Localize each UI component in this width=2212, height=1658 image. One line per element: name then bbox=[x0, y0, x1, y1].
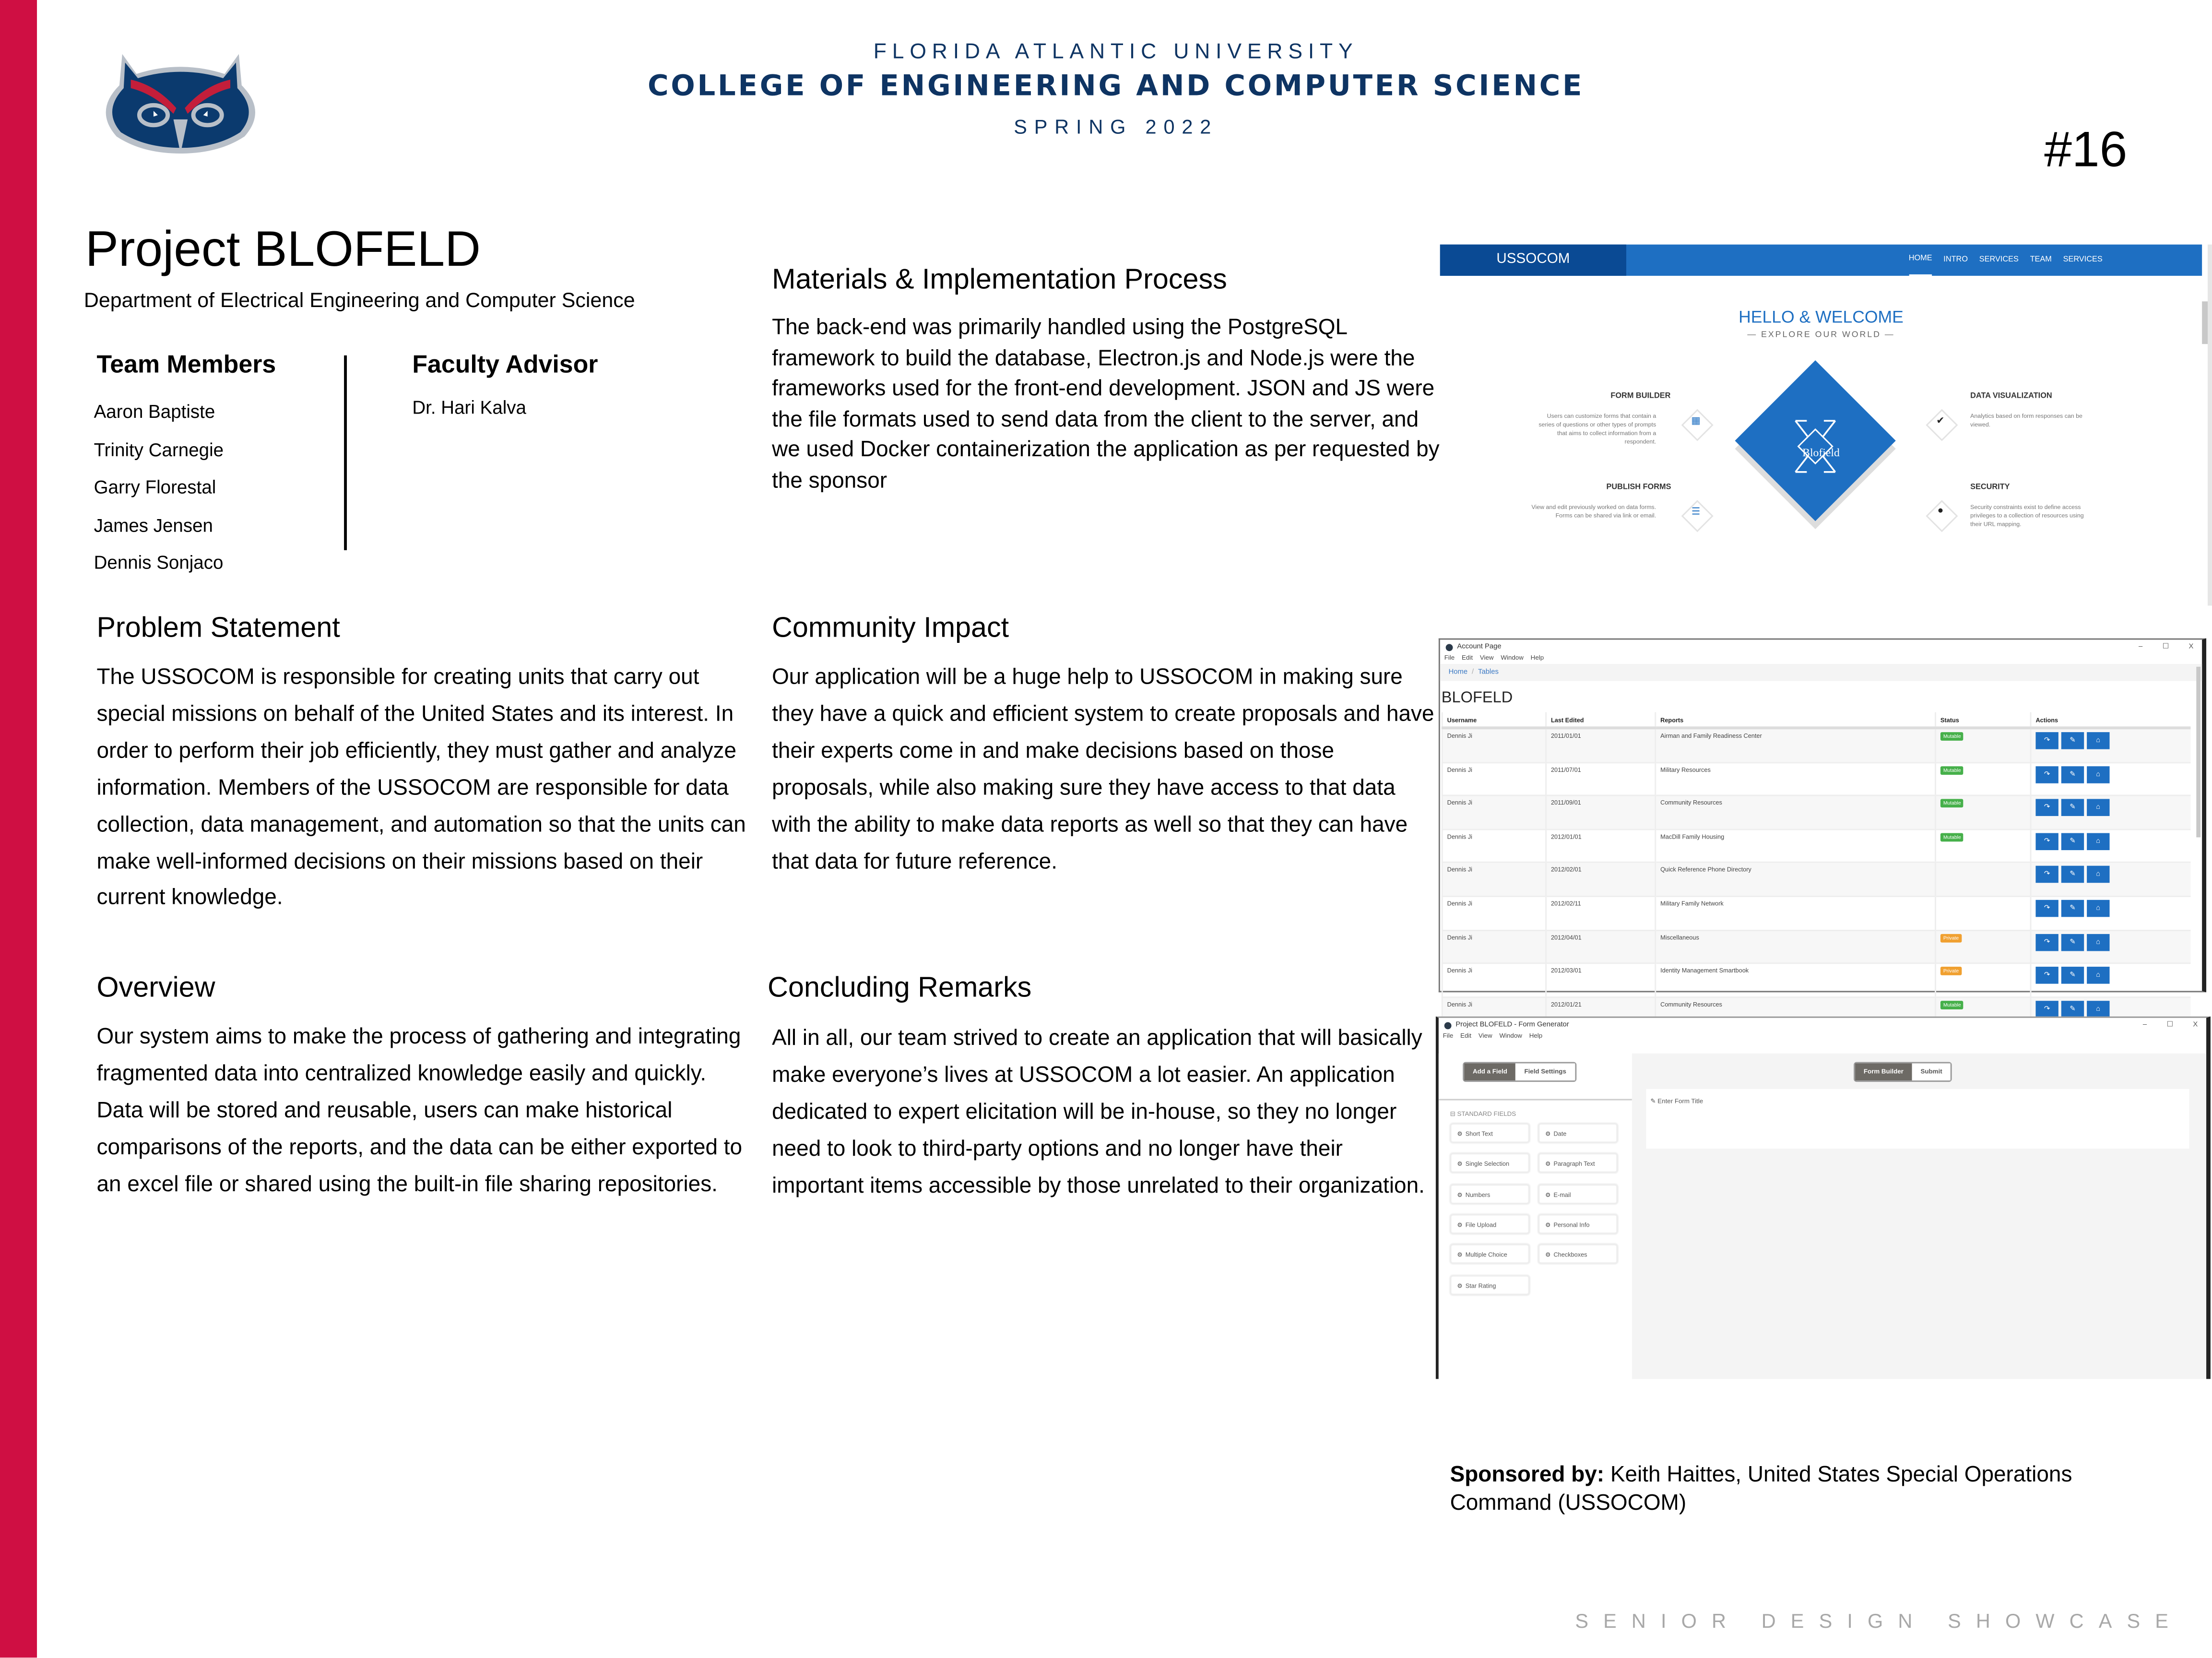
feature-desc: Security constraints exist to define access privileges to a collection of resources using their URL mapping. bbox=[1970, 503, 2084, 528]
accent-sidebar-bar bbox=[0, 0, 37, 1658]
trash-button[interactable] bbox=[2087, 799, 2109, 817]
gears-icon: ⚙ bbox=[1545, 1191, 1551, 1198]
edit-button[interactable] bbox=[2061, 732, 2084, 749]
table-row[interactable] bbox=[1442, 896, 2190, 930]
table-row[interactable] bbox=[1442, 829, 2190, 863]
field-option[interactable] bbox=[1538, 1214, 1618, 1233]
website-nav-links bbox=[1909, 245, 2103, 276]
breadcrumb bbox=[1440, 664, 2202, 681]
team-member: Trinity Carnegie bbox=[94, 438, 224, 460]
website-scrollbar[interactable] bbox=[2202, 301, 2208, 344]
cell-username: Dennis Ji bbox=[1442, 963, 1546, 997]
field-option-label: Star Rating bbox=[1465, 1281, 1496, 1289]
cell-status bbox=[1936, 930, 2031, 963]
app-icon bbox=[1444, 1021, 1452, 1029]
trash-button[interactable] bbox=[2087, 732, 2109, 749]
field-option[interactable] bbox=[1450, 1184, 1530, 1203]
field-option-label: Numbers bbox=[1465, 1191, 1490, 1198]
share-button[interactable] bbox=[2035, 833, 2058, 850]
cell-actions bbox=[2031, 930, 2190, 963]
table-row[interactable] bbox=[1442, 863, 2190, 896]
cell-username: Dennis Ji bbox=[1442, 997, 1546, 1030]
menu-help[interactable]: Help bbox=[1529, 1032, 1543, 1040]
field-option[interactable] bbox=[1450, 1275, 1530, 1294]
edit-button[interactable] bbox=[2061, 900, 2084, 917]
team-members-heading: Team Members bbox=[96, 349, 276, 379]
tab-add-a-field[interactable]: Add a Field bbox=[1464, 1064, 1515, 1081]
term-label: SPRING 2022 bbox=[1014, 115, 1218, 138]
sponsor bbox=[1450, 1461, 2161, 1518]
col-actions: Actions bbox=[2031, 712, 2190, 728]
overview-body: Our system aims to make the process of gathering and integrating fragmented data into centralized knowledge easily and quickly. Data will be stored and reusable, users can make historical comparisons of the reports, and the data can be either exported to an excel file or shared using the built-in file sharing repositories. bbox=[96, 1025, 743, 1196]
problem-body: The USSOCOM is responsible for creating units that carry out special missions on behalf of the United States and its interest. In order to perform their job efficiently, they must gather and analyze information. Members of the USSOCOM are responsible for data collection, data management, and automation so that the units can make well-informed decisions on their missions based on their current knowledge. bbox=[96, 665, 746, 911]
share-button[interactable] bbox=[2035, 1000, 2058, 1018]
feature-title: DATA VISUALIZATION bbox=[1970, 392, 2052, 401]
edit-button[interactable] bbox=[2061, 766, 2084, 783]
edit-icon: ✎ bbox=[2070, 803, 2076, 812]
trash-button[interactable] bbox=[2087, 934, 2109, 951]
cell-username: Dennis Ji bbox=[1442, 863, 1546, 896]
cell-report: MacDill Family Housing bbox=[1656, 829, 1936, 863]
concluding-body: All in all, our team strived to create an application that will basically make everyone’s lives at USSOCOM a lot easier. An application dedicated to expert elicitation will be in-house, so they no longer need to look to third-party options and no longer have their important items accessible by those unrelated to their organization. bbox=[772, 1026, 1425, 1198]
university-name: FLORIDA ATLANTIC UNIVERSITY bbox=[873, 39, 1359, 64]
share-icon: ↷ bbox=[2044, 870, 2050, 879]
cell-last-edited: 2011/01/01 bbox=[1546, 728, 1656, 762]
share-button[interactable] bbox=[2035, 799, 2058, 817]
reports-table bbox=[1442, 712, 2191, 1031]
table-heading: BLOFELD bbox=[1441, 689, 1513, 707]
field-option[interactable] bbox=[1450, 1214, 1530, 1233]
trash-button[interactable] bbox=[2087, 967, 2109, 984]
cell-username: Dennis Ji bbox=[1442, 728, 1546, 762]
cell-username: Dennis Ji bbox=[1442, 829, 1546, 863]
cell-username: Dennis Ji bbox=[1442, 762, 1546, 796]
gears-icon: ⚙ bbox=[1545, 1160, 1551, 1168]
gears-icon: ⚙ bbox=[1545, 1130, 1551, 1137]
field-option-label: File Upload bbox=[1465, 1221, 1497, 1228]
field-option-label: Single Selection bbox=[1465, 1160, 1510, 1168]
materials-body: The back-end was primarily handled using the PostgreSQL framework to build the database, Electron.js and Node.js were the frameworks used for the front-end development. JSON and JS were the file formats used to send data from the client to the server, and we used Docker containerization the application as per requested by the sponsor bbox=[772, 315, 1440, 494]
gears-icon: ⚙ bbox=[1457, 1281, 1463, 1289]
concluding-heading: Concluding Remarks bbox=[768, 972, 1032, 1004]
tab-form-builder[interactable]: Form Builder bbox=[1855, 1064, 1912, 1081]
scrollbar[interactable] bbox=[2196, 667, 2200, 838]
trash-button[interactable] bbox=[2087, 1000, 2109, 1018]
cell-actions bbox=[2031, 963, 2190, 997]
table-row[interactable] bbox=[1442, 930, 2190, 963]
community-heading: Community Impact bbox=[772, 613, 1009, 644]
app-icon bbox=[1446, 643, 1453, 651]
form-title-input[interactable]: ✎ Enter Form Title bbox=[1650, 1097, 1703, 1105]
faculty-advisor-name: Dr. Hari Kalva bbox=[412, 396, 527, 418]
edit-button[interactable] bbox=[2061, 799, 2084, 817]
menu-view[interactable]: View bbox=[1479, 654, 1494, 661]
share-button[interactable] bbox=[2035, 900, 2058, 917]
menu-window[interactable]: Window bbox=[1499, 1032, 1522, 1040]
field-option-label: Multiple Choice bbox=[1465, 1251, 1507, 1259]
cell-last-edited: 2012/02/01 bbox=[1546, 863, 1656, 896]
field-option-label: E-mail bbox=[1553, 1191, 1571, 1198]
gears-icon: ⚙ bbox=[1457, 1160, 1463, 1168]
menu-help[interactable]: Help bbox=[1530, 654, 1544, 661]
edit-button[interactable] bbox=[2061, 1000, 2084, 1018]
trash-icon: ⌂ bbox=[2096, 937, 2101, 947]
close-icon[interactable]: X bbox=[2193, 1020, 2198, 1030]
table-body bbox=[1442, 728, 2190, 1030]
trash-icon: ⌂ bbox=[2096, 837, 2101, 846]
menu-bar bbox=[1443, 1032, 1542, 1039]
edit-icon: ✎ bbox=[2070, 937, 2076, 947]
cell-report: Community Resources bbox=[1656, 796, 1936, 829]
cell-last-edited: 2012/03/01 bbox=[1546, 963, 1656, 997]
minimize-icon[interactable]: – bbox=[2138, 642, 2143, 651]
edit-button[interactable] bbox=[2061, 967, 2084, 984]
share-button[interactable] bbox=[2035, 967, 2058, 984]
edit-button[interactable] bbox=[2061, 833, 2084, 850]
cell-report: Quick Reference Phone Directory bbox=[1656, 863, 1936, 896]
cell-actions bbox=[2031, 896, 2190, 930]
submit-button[interactable]: Submit bbox=[1912, 1064, 1951, 1081]
form-title-box[interactable] bbox=[1646, 1089, 2189, 1149]
status-badge: Mutable bbox=[1940, 799, 1964, 808]
trash-button[interactable] bbox=[2087, 766, 2109, 783]
nav-services-2[interactable]: SERVICES bbox=[2063, 256, 2103, 265]
status-badge: Private bbox=[1940, 967, 1962, 976]
cell-actions bbox=[2031, 728, 2190, 762]
edit-icon: ✎ bbox=[2070, 1005, 2076, 1014]
trash-button[interactable] bbox=[2087, 833, 2109, 850]
share-button[interactable] bbox=[2035, 766, 2058, 783]
field-option[interactable] bbox=[1538, 1153, 1618, 1173]
menu-file[interactable]: File bbox=[1443, 1032, 1454, 1040]
edit-icon: ✎ bbox=[2070, 971, 2076, 980]
col-last-edited[interactable]: Last Edited bbox=[1546, 712, 1656, 728]
menu-bar bbox=[1444, 654, 1544, 661]
trash-icon: ⌂ bbox=[2096, 971, 2101, 980]
field-option[interactable] bbox=[1450, 1153, 1530, 1173]
field-option-label: Short Text bbox=[1465, 1130, 1493, 1137]
cell-report: Miscellaneous bbox=[1656, 930, 1936, 963]
table-row[interactable] bbox=[1442, 796, 2190, 829]
cell-last-edited: 2011/07/01 bbox=[1546, 762, 1656, 796]
table-row[interactable] bbox=[1442, 762, 2190, 796]
cell-status bbox=[1936, 829, 2031, 863]
cell-actions bbox=[2031, 863, 2190, 896]
faculty-advisor-heading: Faculty Advisor bbox=[412, 349, 598, 379]
cell-status bbox=[1936, 963, 2031, 997]
field-option-label: Checkboxes bbox=[1553, 1251, 1587, 1259]
gears-icon: ⚙ bbox=[1457, 1221, 1463, 1228]
cell-report: Airman and Family Readiness Center bbox=[1656, 728, 1936, 762]
cell-last-edited: 2011/09/01 bbox=[1546, 796, 1656, 829]
cell-status bbox=[1936, 796, 2031, 829]
col-reports[interactable]: Reports bbox=[1656, 712, 1936, 728]
gears-icon: ⚙ bbox=[1545, 1251, 1551, 1259]
window-title-text: Project BLOFELD - Form Generator bbox=[1455, 1020, 1569, 1030]
cell-status bbox=[1936, 863, 2031, 896]
status-badge: Mutable bbox=[1940, 1000, 1964, 1009]
feature-desc: Analytics based on form responses can be viewed. bbox=[1970, 412, 2083, 428]
cell-report: Identity Management Smartbook bbox=[1656, 963, 1936, 997]
problem-heading: Problem Statement bbox=[96, 613, 340, 644]
share-icon: ↷ bbox=[2044, 1005, 2050, 1014]
share-icon: ↷ bbox=[2044, 736, 2050, 745]
table-row[interactable] bbox=[1442, 963, 2190, 997]
status-badge: Mutable bbox=[1940, 833, 1964, 841]
team-member: Dennis Sonjaco bbox=[94, 551, 224, 573]
field-option[interactable] bbox=[1538, 1123, 1618, 1143]
right-tab-group bbox=[1854, 1062, 1952, 1082]
divider bbox=[1439, 1099, 1632, 1101]
team-member: James Jensen bbox=[94, 514, 213, 535]
blofield-label: Blofield bbox=[1802, 446, 1840, 460]
trash-icon: ⌂ bbox=[2096, 870, 2101, 879]
cell-status bbox=[1936, 896, 2031, 930]
field-palette bbox=[1439, 1054, 1632, 1379]
edit-icon: ✎ bbox=[2070, 837, 2076, 846]
sponsor-text: Keith Haittes, United States Special Operations Command (USSOCOM) bbox=[1450, 1463, 2072, 1516]
trash-icon: ⌂ bbox=[2096, 770, 2101, 779]
trash-icon: ⌂ bbox=[2096, 736, 2101, 745]
college-name: COLLEGE OF ENGINEERING AND COMPUTER SCIENCE bbox=[648, 68, 1585, 103]
calendar-icon: ▦ bbox=[1691, 416, 1701, 426]
nav-home[interactable]: HOME bbox=[1909, 245, 1932, 276]
window-title bbox=[1446, 642, 1502, 651]
table-header-row bbox=[1442, 712, 2190, 728]
sponsor-label: Sponsored by: bbox=[1450, 1463, 1605, 1487]
breadcrumb-tables[interactable]: Tables bbox=[1478, 668, 1499, 677]
form-generator-screenshot bbox=[1436, 1017, 2211, 1379]
cell-username: Dennis Ji bbox=[1442, 930, 1546, 963]
field-option-label: Paragraph Text bbox=[1553, 1160, 1595, 1168]
trash-icon: ⌂ bbox=[2096, 803, 2101, 812]
check-icon: ✔ bbox=[1936, 416, 1945, 426]
overview-heading: Overview bbox=[96, 972, 215, 1004]
cell-username: Dennis Ji bbox=[1442, 796, 1546, 829]
nav-services[interactable]: SERVICES bbox=[1979, 256, 2019, 265]
breadcrumb-separator: / bbox=[1472, 668, 1474, 677]
chat-icon: ● bbox=[1937, 506, 1944, 516]
edit-icon: ✎ bbox=[2070, 870, 2076, 879]
field-option-label: Date bbox=[1553, 1130, 1567, 1137]
community-body: Our application will be a huge help to USSOCOM in making sure they have a quick and efficient system to create proposals and have their experts come in and make decisions based on those proposals, while also making sure they have access to that data with the ability to make data reports as well so that they can have that data for future reference. bbox=[772, 665, 1434, 874]
standard-fields-label[interactable]: ⊟ STANDARD FIELDS bbox=[1450, 1110, 1516, 1118]
share-button[interactable] bbox=[2035, 934, 2058, 951]
project-title: Project BLOFELD bbox=[85, 222, 481, 277]
footer-showcase: SENIOR DESIGN SHOWCASE bbox=[1575, 1609, 2184, 1632]
feature-desc: View and edit previously worked on data forms. Forms can be shared via link or email. bbox=[1531, 503, 1656, 519]
share-icon: ↷ bbox=[2044, 837, 2050, 846]
share-icon: ↷ bbox=[2044, 803, 2050, 812]
share-button[interactable] bbox=[2035, 732, 2058, 749]
cell-report: Community Resources bbox=[1656, 997, 1936, 1030]
explore-subheading: — EXPLORE OUR WORLD — bbox=[1747, 331, 1895, 340]
website-navbar bbox=[1440, 245, 2202, 276]
field-option[interactable] bbox=[1538, 1244, 1618, 1264]
materials-heading: Materials & Implementation Process bbox=[772, 264, 1227, 296]
trash-icon: ⌂ bbox=[2096, 904, 2101, 913]
gears-icon: ⚙ bbox=[1457, 1130, 1463, 1137]
cell-last-edited: 2012/04/01 bbox=[1546, 930, 1656, 963]
table-row[interactable] bbox=[1442, 728, 2190, 762]
window-title-text: Account Page bbox=[1457, 642, 1502, 651]
cell-last-edited: 2012/01/21 bbox=[1546, 997, 1656, 1030]
left-tab-group bbox=[1463, 1062, 1576, 1082]
field-option-label: Personal Info bbox=[1553, 1221, 1590, 1228]
team-member: Aaron Baptiste bbox=[94, 401, 215, 423]
status-badge: Mutable bbox=[1940, 766, 1964, 774]
edit-icon: ✎ bbox=[2070, 736, 2076, 745]
website-screenshot bbox=[1440, 245, 2212, 606]
edit-icon: ✎ bbox=[2070, 904, 2076, 913]
cell-status bbox=[1936, 728, 2031, 762]
window-controls bbox=[2139, 642, 2193, 651]
cell-status bbox=[1936, 762, 2031, 796]
share-button[interactable] bbox=[2035, 866, 2058, 884]
form-canvas bbox=[1632, 1054, 2206, 1379]
cell-actions bbox=[2031, 762, 2190, 796]
field-option[interactable] bbox=[1538, 1184, 1618, 1203]
cell-username: Dennis Ji bbox=[1442, 896, 1546, 930]
menu-view[interactable]: View bbox=[1478, 1032, 1492, 1040]
cell-last-edited: 2012/02/11 bbox=[1546, 896, 1656, 930]
trash-icon: ⌂ bbox=[2096, 1005, 2101, 1014]
owl-logo-icon bbox=[88, 48, 273, 154]
share-icon: ↷ bbox=[2044, 937, 2050, 947]
trash-button[interactable] bbox=[2087, 866, 2109, 884]
department: Department of Electrical Engineering and Computer Science bbox=[83, 290, 635, 313]
cell-actions bbox=[2031, 796, 2190, 829]
gears-icon: ⚙ bbox=[1545, 1221, 1551, 1228]
feature-title: PUBLISH FORMS bbox=[1606, 483, 1671, 492]
list-icon: ☰ bbox=[1691, 507, 1701, 518]
window-controls bbox=[2143, 1021, 2198, 1030]
edit-button[interactable] bbox=[2061, 866, 2084, 884]
website-brand[interactable]: USSOCOM bbox=[1440, 245, 1626, 276]
cell-actions bbox=[2031, 829, 2190, 863]
poster-number: #16 bbox=[2044, 122, 2128, 178]
col-status[interactable]: Status bbox=[1936, 712, 2031, 728]
maximize-icon[interactable]: ☐ bbox=[2166, 1020, 2173, 1030]
breadcrumb-home[interactable]: Home bbox=[1448, 668, 1468, 677]
gears-icon: ⚙ bbox=[1457, 1251, 1463, 1259]
tab-field-settings[interactable]: Field Settings bbox=[1516, 1064, 1575, 1081]
menu-file[interactable]: File bbox=[1444, 654, 1455, 661]
edit-button[interactable] bbox=[2061, 934, 2084, 951]
trash-button[interactable] bbox=[2087, 900, 2109, 917]
col-username[interactable]: Username bbox=[1442, 712, 1546, 728]
share-icon: ↷ bbox=[2044, 971, 2050, 980]
share-icon: ↷ bbox=[2044, 770, 2050, 779]
cell-last-edited: 2012/01/01 bbox=[1546, 829, 1656, 863]
cell-report: Military Resources bbox=[1656, 762, 1936, 796]
account-page-screenshot bbox=[1439, 639, 2206, 1014]
field-option[interactable] bbox=[1450, 1123, 1530, 1143]
feature-title: SECURITY bbox=[1970, 483, 2010, 492]
welcome-heading: HELLO & WELCOME bbox=[1739, 307, 1904, 327]
nav-intro[interactable]: INTRO bbox=[1943, 256, 1968, 265]
menu-edit[interactable]: Edit bbox=[1462, 654, 1473, 661]
minimize-icon[interactable]: – bbox=[2142, 1020, 2147, 1030]
feature-desc: Users can customize forms that contain a series of questions or other types of prompts that aims to collect information from a respondent. bbox=[1538, 412, 1656, 445]
feature-title: FORM BUILDER bbox=[1610, 392, 1671, 401]
menu-edit[interactable]: Edit bbox=[1460, 1032, 1472, 1040]
cell-report: Military Family Network bbox=[1656, 896, 1936, 930]
nav-team[interactable]: TEAM bbox=[2030, 256, 2052, 265]
team-members-list bbox=[94, 401, 224, 590]
close-icon[interactable]: X bbox=[2188, 642, 2194, 651]
gears-icon: ⚙ bbox=[1457, 1191, 1463, 1198]
maximize-icon[interactable]: ☐ bbox=[2162, 642, 2169, 651]
share-icon: ↷ bbox=[2044, 904, 2050, 913]
menu-window[interactable]: Window bbox=[1501, 654, 1524, 661]
status-badge: Private bbox=[1940, 934, 1962, 942]
team-member: Garry Florestal bbox=[94, 476, 216, 498]
field-option[interactable] bbox=[1450, 1244, 1530, 1264]
divider bbox=[344, 355, 347, 550]
window-title bbox=[1444, 1021, 1569, 1030]
edit-icon: ✎ bbox=[2070, 770, 2076, 779]
status-badge: Mutable bbox=[1940, 732, 1964, 741]
